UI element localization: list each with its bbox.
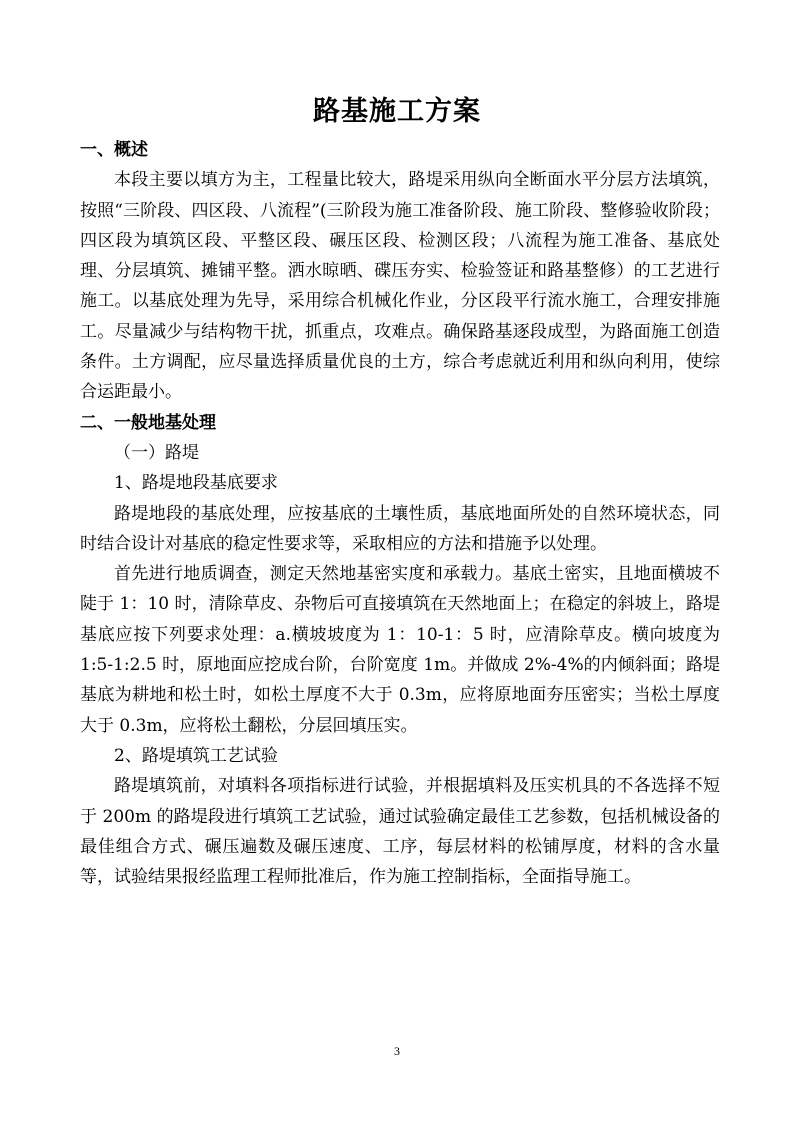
page-number: 3 (394, 1044, 400, 1058)
document-body (80, 135, 720, 892)
section-heading-foundation: 二、一般地基处理 (80, 412, 216, 433)
base-requirements-paragraph-2: 首先进行地质调查，测定天然地基密实度和承载力。基底土密实，且地面横坡不陡于 1：10 时，清除草皮、杂物后可直接填筑在天然地面上；在稳定的斜坡上，路堤基底应按下列要求处理：a.横坡坡度为 1：10-1：5 时，应清除草皮。横向坡度为 1:5-1:2.5 时，原地面应挖成台阶，台阶宽度 1m。并做成 2%-4%的内倾斜面；路堤基底为耕地和松土时，如松土厚度不大于 0.3m，应将原地面夯压密实；当松土厚度大于 0.3m，应将松土翻松，分层回填压实。 (80, 564, 720, 736)
item-heading-fill-test: 2、路堤填筑工艺试验 (114, 745, 278, 766)
item-heading-base-requirements: 1、路堤地段基底要求 (114, 473, 278, 494)
document-title: 路基施工方案 (313, 96, 481, 127)
overview-paragraph: 本段主要以填方为主，工程量比较大，路堤采用纵向全断面水平分层方法填筑，按照“三阶段、四区段、八流程”(三阶段为施工准备阶段、施工阶段、整修验收阶段；四区段为填筑区段、平整区段、碾压区段、检测区段；八流程为施工准备、基底处理、分层填筑、摊铺平整。洒水晾晒、碟压夯实、检验签证和路基整修）的工艺进行施工。以基底处理为先导，采用综合机械化作业，分区段平行流水施工，合理安排施工。尽量减少与结构物干扰，抓重点，攻难点。确保路基逐段成型，为路面施工创造条件。土方调配，应尽量选择质量优良的土方，综合考虑就近利用和纵向利用，使综合运距最小。 (80, 170, 720, 403)
base-requirements-paragraph-1: 路堤地段的基底处理，应按基底的土壤性质，基底地面所处的自然环境状态，同时结合设计对基底的稳定性要求等，采取相应的方法和措施予以处理。 (80, 503, 720, 554)
fill-test-paragraph: 路堤填筑前，对填料各项指标进行试验，并根据填料及压实机具的不各选择不短于 200m 的路堤段进行填筑工艺试验，通过试验确定最佳工艺参数，包括机械设备的最佳组合方式、碾压遍数及碾压速度、工序，每层材料的松铺厚度，材料的含水量等，试验结果报经监理工程师批准后，作为施工控制指标，全面指导施工。 (80, 776, 720, 888)
subsection-heading-embankment: （一）路堤 (114, 442, 199, 463)
section-heading-overview: 一、概述 (80, 140, 148, 160)
